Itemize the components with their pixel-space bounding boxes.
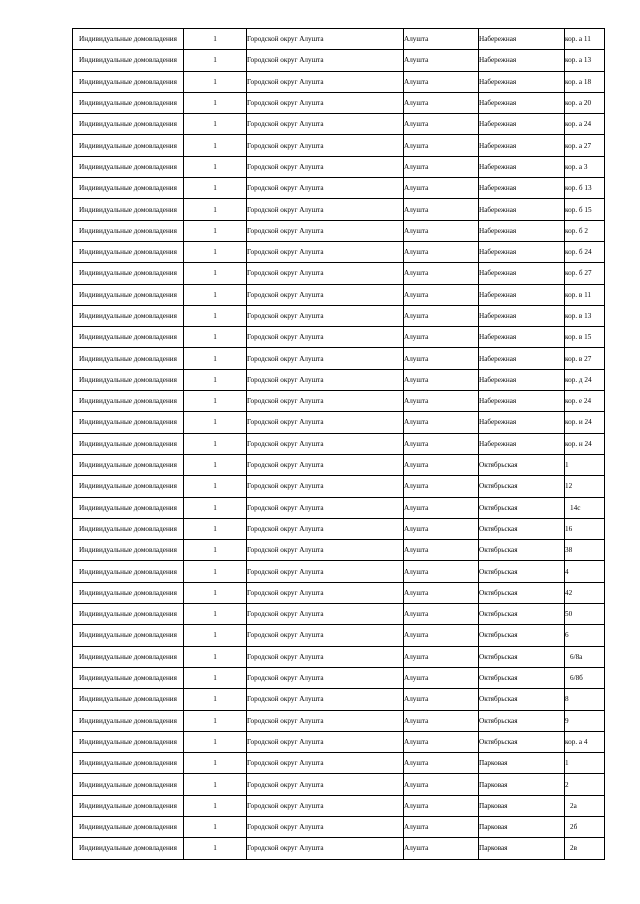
cell-building-type: Индивидуальные домовладения (73, 561, 184, 582)
cell-count: 1 (184, 433, 247, 454)
table-row (73, 391, 605, 412)
cell-building-type: Индивидуальные домовладения (73, 795, 184, 816)
cell-district: Городской округ Алушта (247, 391, 404, 412)
cell-street: Октябрьская (479, 667, 565, 688)
table-row (73, 795, 605, 816)
cell-building-type: Индивидуальные домовладения (73, 838, 184, 859)
cell-building-type: Индивидуальные домовладения (73, 391, 184, 412)
cell-city: Алушта (404, 497, 479, 518)
cell-count: 1 (184, 29, 247, 50)
cell-house-number: кор. а 11 (565, 29, 605, 50)
cell-street: Октябрьская (479, 476, 565, 497)
cell-street: Набережная (479, 29, 565, 50)
cell-district: Городской округ Алушта (247, 518, 404, 539)
cell-city: Алушта (404, 561, 479, 582)
cell-district: Городской округ Алушта (247, 476, 404, 497)
cell-building-type: Индивидуальные домовладения (73, 689, 184, 710)
cell-house-number: 9 (565, 710, 605, 731)
cell-house-number: кор. и 24 (565, 412, 605, 433)
cell-street: Октябрьская (479, 731, 565, 752)
cell-house-number: кор. в 27 (565, 348, 605, 369)
cell-district: Городской округ Алушта (247, 178, 404, 199)
cell-house-number: кор. а 18 (565, 71, 605, 92)
cell-district: Городской округ Алушта (247, 412, 404, 433)
cell-city: Алушта (404, 689, 479, 710)
cell-building-type: Индивидуальные домовладения (73, 625, 184, 646)
cell-street: Октябрьская (479, 540, 565, 561)
cell-district: Городской округ Алушта (247, 816, 404, 837)
cell-city: Алушта (404, 241, 479, 262)
cell-building-type: Индивидуальные домовладения (73, 753, 184, 774)
cell-district: Городской округ Алушта (247, 369, 404, 390)
cell-count: 1 (184, 220, 247, 241)
cell-house-number: кор. е 24 (565, 391, 605, 412)
cell-city: Алушта (404, 178, 479, 199)
cell-building-type: Индивидуальные домовладения (73, 497, 184, 518)
table-row (73, 518, 605, 539)
table-row (73, 753, 605, 774)
cell-district: Городской округ Алушта (247, 753, 404, 774)
cell-count: 1 (184, 92, 247, 113)
table-row (73, 92, 605, 113)
cell-count: 1 (184, 369, 247, 390)
cell-house-number: 2 (565, 774, 605, 795)
cell-district: Городской округ Алушта (247, 433, 404, 454)
cell-building-type: Индивидуальные домовладения (73, 582, 184, 603)
cell-building-type: Индивидуальные домовладения (73, 50, 184, 71)
cell-house-number: 8 (565, 689, 605, 710)
cell-building-type: Индивидуальные домовладения (73, 518, 184, 539)
cell-city: Алушта (404, 348, 479, 369)
cell-building-type: Индивидуальные домовладения (73, 667, 184, 688)
table-row (73, 731, 605, 752)
table-row (73, 71, 605, 92)
table-row (73, 412, 605, 433)
cell-street: Набережная (479, 135, 565, 156)
cell-count: 1 (184, 135, 247, 156)
cell-district: Городской округ Алушта (247, 284, 404, 305)
cell-building-type: Индивидуальные домовладения (73, 29, 184, 50)
cell-building-type: Индивидуальные домовладения (73, 369, 184, 390)
cell-count: 1 (184, 327, 247, 348)
cell-count: 1 (184, 604, 247, 625)
cell-city: Алушта (404, 518, 479, 539)
cell-street: Набережная (479, 391, 565, 412)
cell-district: Городской округ Алушта (247, 71, 404, 92)
cell-district: Городской округ Алушта (247, 646, 404, 667)
cell-house-number: 4 (565, 561, 605, 582)
cell-district: Городской округ Алушта (247, 625, 404, 646)
cell-district: Городской округ Алушта (247, 348, 404, 369)
cell-city: Алушта (404, 50, 479, 71)
cell-building-type: Индивидуальные домовладения (73, 284, 184, 305)
cell-city: Алушта (404, 646, 479, 667)
cell-street: Набережная (479, 348, 565, 369)
cell-count: 1 (184, 625, 247, 646)
cell-building-type: Индивидуальные домовладения (73, 731, 184, 752)
cell-building-type: Индивидуальные домовладения (73, 199, 184, 220)
cell-city: Алушта (404, 391, 479, 412)
cell-district: Городской округ Алушта (247, 327, 404, 348)
cell-building-type: Индивидуальные домовладения (73, 710, 184, 731)
cell-house-number: кор. в 13 (565, 305, 605, 326)
cell-street: Набережная (479, 241, 565, 262)
cell-city: Алушта (404, 731, 479, 752)
table-row (73, 667, 605, 688)
cell-city: Алушта (404, 795, 479, 816)
cell-city: Алушта (404, 838, 479, 859)
cell-count: 1 (184, 50, 247, 71)
cell-district: Городской округ Алушта (247, 135, 404, 156)
cell-street: Парковая (479, 816, 565, 837)
cell-house-number: кор. д 24 (565, 369, 605, 390)
cell-count: 1 (184, 391, 247, 412)
table-row (73, 305, 605, 326)
cell-count: 1 (184, 838, 247, 859)
housing-table (72, 28, 605, 860)
cell-district: Городской округ Алушта (247, 156, 404, 177)
cell-house-number: кор. б 2 (565, 220, 605, 241)
cell-building-type: Индивидуальные домовладения (73, 646, 184, 667)
cell-city: Алушта (404, 92, 479, 113)
cell-house-number: 1 (565, 454, 605, 475)
table-row (73, 838, 605, 859)
cell-district: Городской округ Алушта (247, 774, 404, 795)
cell-building-type: Индивидуальные домовладения (73, 71, 184, 92)
cell-count: 1 (184, 753, 247, 774)
cell-house-number: 2б (565, 816, 605, 837)
cell-house-number: 38 (565, 540, 605, 561)
cell-city: Алушта (404, 774, 479, 795)
cell-count: 1 (184, 561, 247, 582)
cell-city: Алушта (404, 263, 479, 284)
cell-street: Парковая (479, 838, 565, 859)
table-row (73, 561, 605, 582)
cell-district: Городской округ Алушта (247, 29, 404, 50)
table-row (73, 476, 605, 497)
cell-count: 1 (184, 178, 247, 199)
cell-district: Городской округ Алушта (247, 604, 404, 625)
cell-city: Алушта (404, 582, 479, 603)
cell-street: Октябрьская (479, 625, 565, 646)
cell-city: Алушта (404, 199, 479, 220)
cell-count: 1 (184, 114, 247, 135)
cell-house-number: 14с (565, 497, 605, 518)
cell-house-number: кор. б 27 (565, 263, 605, 284)
cell-count: 1 (184, 731, 247, 752)
cell-building-type: Индивидуальные домовладения (73, 476, 184, 497)
cell-street: Набережная (479, 327, 565, 348)
cell-street: Набережная (479, 369, 565, 390)
cell-street: Октябрьская (479, 454, 565, 475)
cell-street: Набережная (479, 412, 565, 433)
cell-house-number: 16 (565, 518, 605, 539)
cell-street: Октябрьская (479, 582, 565, 603)
cell-house-number: 2а (565, 795, 605, 816)
cell-city: Алушта (404, 412, 479, 433)
cell-building-type: Индивидуальные домовладения (73, 540, 184, 561)
cell-street: Октябрьская (479, 604, 565, 625)
cell-count: 1 (184, 454, 247, 475)
cell-street: Набережная (479, 156, 565, 177)
cell-building-type: Индивидуальные домовладения (73, 433, 184, 454)
cell-count: 1 (184, 476, 247, 497)
cell-house-number: 12 (565, 476, 605, 497)
table-row (73, 604, 605, 625)
cell-district: Городской округ Алушта (247, 220, 404, 241)
cell-building-type: Индивидуальные домовладения (73, 327, 184, 348)
cell-building-type: Индивидуальные домовладения (73, 604, 184, 625)
table-row (73, 454, 605, 475)
cell-street: Октябрьская (479, 710, 565, 731)
table-row (73, 263, 605, 284)
cell-count: 1 (184, 795, 247, 816)
table-row (73, 369, 605, 390)
cell-city: Алушта (404, 604, 479, 625)
cell-street: Набережная (479, 284, 565, 305)
cell-district: Городской округ Алушта (247, 454, 404, 475)
cell-city: Алушта (404, 284, 479, 305)
cell-building-type: Индивидуальные домовладения (73, 114, 184, 135)
cell-count: 1 (184, 263, 247, 284)
table-row (73, 774, 605, 795)
cell-city: Алушта (404, 753, 479, 774)
cell-district: Городской округ Алушта (247, 241, 404, 262)
table-row (73, 284, 605, 305)
table-row (73, 241, 605, 262)
cell-city: Алушта (404, 540, 479, 561)
cell-district: Городской округ Алушта (247, 689, 404, 710)
table-row (73, 540, 605, 561)
cell-city: Алушта (404, 433, 479, 454)
cell-building-type: Индивидуальные домовладения (73, 816, 184, 837)
cell-city: Алушта (404, 327, 479, 348)
cell-street: Набережная (479, 92, 565, 113)
cell-street: Октябрьская (479, 518, 565, 539)
cell-district: Городской округ Алушта (247, 582, 404, 603)
cell-city: Алушта (404, 135, 479, 156)
cell-street: Октябрьская (479, 689, 565, 710)
cell-street: Набережная (479, 220, 565, 241)
table-row (73, 497, 605, 518)
cell-building-type: Индивидуальные домовладения (73, 178, 184, 199)
table-row (73, 710, 605, 731)
cell-house-number: кор. б 24 (565, 241, 605, 262)
cell-city: Алушта (404, 476, 479, 497)
cell-street: Октябрьская (479, 497, 565, 518)
cell-city: Алушта (404, 114, 479, 135)
cell-city: Алушта (404, 29, 479, 50)
cell-house-number: 6/8а (565, 646, 605, 667)
table-row (73, 50, 605, 71)
cell-street: Набережная (479, 178, 565, 199)
table-row (73, 327, 605, 348)
cell-city: Алушта (404, 710, 479, 731)
table-row (73, 199, 605, 220)
cell-building-type: Индивидуальные домовладения (73, 348, 184, 369)
cell-building-type: Индивидуальные домовладения (73, 92, 184, 113)
cell-house-number: 6/8б (565, 667, 605, 688)
cell-city: Алушта (404, 625, 479, 646)
cell-district: Городской округ Алушта (247, 114, 404, 135)
cell-district: Городской округ Алушта (247, 92, 404, 113)
cell-district: Городской округ Алушта (247, 50, 404, 71)
cell-district: Городской округ Алушта (247, 497, 404, 518)
cell-count: 1 (184, 667, 247, 688)
cell-house-number: 1 (565, 753, 605, 774)
cell-count: 1 (184, 412, 247, 433)
table-row (73, 689, 605, 710)
cell-street: Набережная (479, 114, 565, 135)
cell-house-number: кор. б 15 (565, 199, 605, 220)
cell-house-number: кор. а 13 (565, 50, 605, 71)
cell-district: Городской округ Алушта (247, 199, 404, 220)
cell-count: 1 (184, 518, 247, 539)
cell-district: Городской округ Алушта (247, 263, 404, 284)
cell-street: Набережная (479, 50, 565, 71)
cell-house-number: 2в (565, 838, 605, 859)
cell-street: Набережная (479, 71, 565, 92)
cell-house-number: 6 (565, 625, 605, 646)
cell-count: 1 (184, 540, 247, 561)
table-row (73, 816, 605, 837)
cell-street: Парковая (479, 774, 565, 795)
cell-street: Парковая (479, 795, 565, 816)
cell-city: Алушта (404, 369, 479, 390)
cell-count: 1 (184, 71, 247, 92)
cell-building-type: Индивидуальные домовладения (73, 156, 184, 177)
cell-count: 1 (184, 241, 247, 262)
cell-count: 1 (184, 199, 247, 220)
cell-street: Октябрьская (479, 561, 565, 582)
cell-street: Набережная (479, 305, 565, 326)
cell-district: Городской округ Алушта (247, 731, 404, 752)
cell-building-type: Индивидуальные домовладения (73, 220, 184, 241)
cell-city: Алушта (404, 667, 479, 688)
cell-count: 1 (184, 816, 247, 837)
cell-count: 1 (184, 497, 247, 518)
table-row (73, 114, 605, 135)
cell-district: Городской округ Алушта (247, 540, 404, 561)
cell-house-number: 50 (565, 604, 605, 625)
cell-count: 1 (184, 582, 247, 603)
table-row (73, 29, 605, 50)
cell-house-number: кор. б 13 (565, 178, 605, 199)
cell-count: 1 (184, 774, 247, 795)
table-row (73, 625, 605, 646)
cell-district: Городской округ Алушта (247, 667, 404, 688)
cell-count: 1 (184, 689, 247, 710)
cell-building-type: Индивидуальные домовладения (73, 241, 184, 262)
cell-building-type: Индивидуальные домовладения (73, 263, 184, 284)
cell-street: Набережная (479, 263, 565, 284)
cell-building-type: Индивидуальные домовладения (73, 305, 184, 326)
cell-district: Городской округ Алушта (247, 561, 404, 582)
table-body (73, 29, 605, 860)
cell-street: Набережная (479, 199, 565, 220)
cell-count: 1 (184, 646, 247, 667)
cell-city: Алушта (404, 220, 479, 241)
cell-building-type: Индивидуальные домовладения (73, 774, 184, 795)
cell-house-number: кор. а 24 (565, 114, 605, 135)
table-row (73, 348, 605, 369)
cell-house-number: кор. а 4 (565, 731, 605, 752)
cell-count: 1 (184, 284, 247, 305)
cell-building-type: Индивидуальные домовладения (73, 412, 184, 433)
cell-house-number: кор. в 15 (565, 327, 605, 348)
cell-house-number: кор. а 3 (565, 156, 605, 177)
cell-district: Городской округ Алушта (247, 795, 404, 816)
cell-city: Алушта (404, 305, 479, 326)
table-row (73, 220, 605, 241)
cell-street: Октябрьская (479, 646, 565, 667)
cell-house-number: кор. в 11 (565, 284, 605, 305)
table-row (73, 178, 605, 199)
cell-house-number: кор. а 27 (565, 135, 605, 156)
table-row (73, 433, 605, 454)
cell-count: 1 (184, 156, 247, 177)
cell-building-type: Индивидуальные домовладения (73, 135, 184, 156)
cell-count: 1 (184, 710, 247, 731)
table-row (73, 646, 605, 667)
cell-street: Парковая (479, 753, 565, 774)
cell-count: 1 (184, 305, 247, 326)
cell-district: Городской округ Алушта (247, 710, 404, 731)
cell-house-number: кор. а 20 (565, 92, 605, 113)
cell-house-number: кор. н 24 (565, 433, 605, 454)
table-row (73, 156, 605, 177)
table-row (73, 135, 605, 156)
cell-count: 1 (184, 348, 247, 369)
cell-city: Алушта (404, 816, 479, 837)
cell-district: Городской округ Алушта (247, 838, 404, 859)
cell-district: Городской округ Алушта (247, 305, 404, 326)
cell-city: Алушта (404, 71, 479, 92)
cell-city: Алушта (404, 454, 479, 475)
cell-house-number: 42 (565, 582, 605, 603)
cell-building-type: Индивидуальные домовладения (73, 454, 184, 475)
table-row (73, 582, 605, 603)
cell-street: Набережная (479, 433, 565, 454)
cell-city: Алушта (404, 156, 479, 177)
